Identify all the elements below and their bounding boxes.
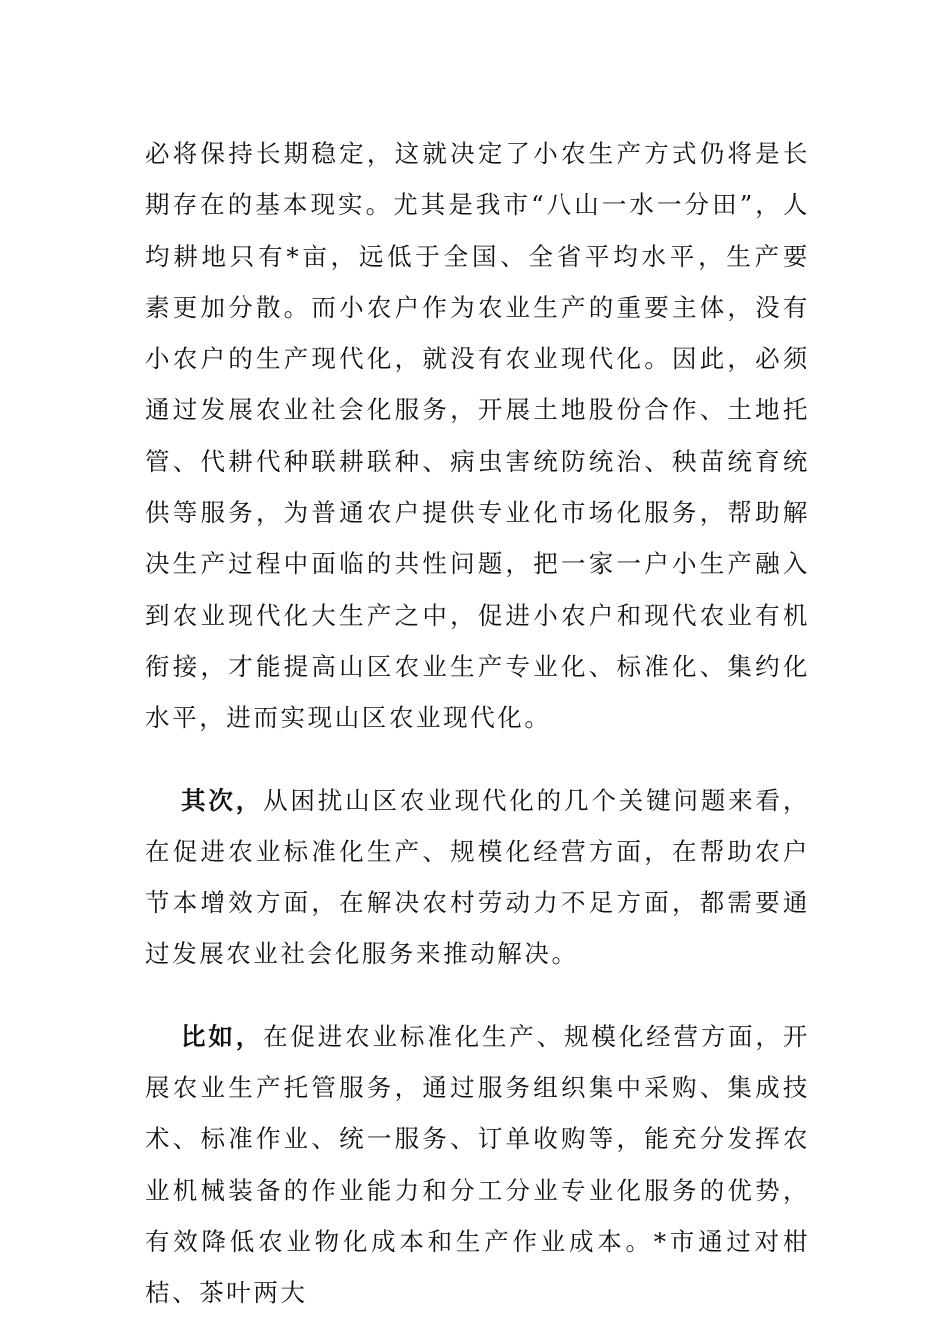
paragraph-continuation <box>145 128 810 744</box>
paragraph-lead: 其次， <box>181 785 264 815</box>
paragraph-secondly <box>145 775 810 980</box>
document-body <box>145 128 810 1319</box>
paragraph-lead: 比如， <box>181 1021 264 1051</box>
paragraph-text: 在促进农业标准化生产、规模化经营方面，开展农业生产托管服务，通过服务组织集中采购、集成技术、标准作业、统一服务、订单收购等，能充分发挥农业机械装备的作业能力和分工分业专业化服务的优势，有效降低农业物化成本和生产作业成本。*市通过对柑桔、茶叶两大 <box>145 1021 810 1308</box>
paragraph-text: 必将保持长期稳定，这就决定了小农生产方式仍将是长期存在的基本现实。尤其是我市“八山一水一分田”，人均耕地只有*亩，远低于全国、全省平均水平，生产要素更加分散。而小农户作为农业生产的重要主体，没有小农户的生产现代化，就没有农业现代化。因此，必须通过发展农业社会化服务，开展土地股份合作、土地托管、代耕代种联耕联种、病虫害统防统治、秧苗统育统供等服务，为普通农户提供专业化市场化服务，帮助解决生产过程中面临的共性问题，把一家一户小生产融入到农业现代化大生产之中，促进小农户和现代农业有机衔接，才能提高山区农业生产专业化、标准化、集约化水平，进而实现山区农业现代化。 <box>145 139 810 733</box>
paragraph-text: 从困扰山区农业现代化的几个关键问题来看，在促进农业标准化生产、规模化经营方面，在帮助农户节本增效方面，在解决农村劳动力不足方面，都需要通过发展农业社会化服务来推动解决。 <box>145 785 810 969</box>
paragraph-for-example <box>145 1011 810 1319</box>
